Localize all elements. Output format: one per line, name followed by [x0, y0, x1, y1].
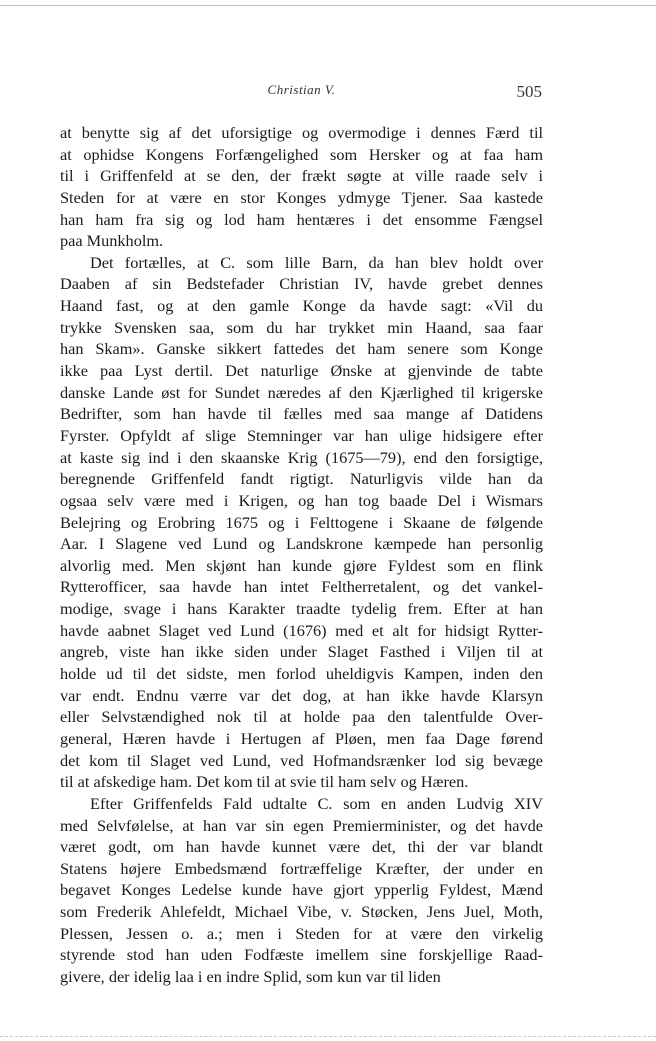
text-line: Rytterofficer, saa havde han intet Feltherretalent, og det vankel- — [60, 577, 543, 597]
paragraph — [60, 122, 543, 252]
text-line: Bedrifter, som han havde til fælles med saa mange af Datidens — [60, 404, 543, 424]
text-line: Det fortælles, at C. som lille Barn, da han blev holdt over — [90, 252, 543, 272]
text-line: Belejring og Erobring 1675 og i Felttogene i Skaane de følgende — [60, 512, 543, 532]
scan-bottom-edge — [0, 1036, 656, 1037]
text-line: modige, svage i hans Karakter traadte tydelig frem. Efter at han — [60, 599, 543, 619]
text-line: Fyrster. Opfyldt af slige Stemninger var han ulige hidsigere efter — [60, 425, 543, 445]
text-line: paa Munkholm. — [60, 231, 164, 251]
text-line: trykke Svensken saa, som du har trykket min Haand, saa faar — [60, 317, 543, 337]
text-line: at ophidse Kongens Forfængelighed som Hersker og at faa ham — [60, 144, 543, 164]
text-line: beregnende Griffenfeld fandt rigtigt. Naturligvis vilde han da — [60, 469, 543, 489]
text-line: Efter Griffenfelds Fald udtalte C. som en anden Ludvig XIV — [90, 793, 543, 813]
text-line: holde ud til det sidste, men forlod uheldigvis Kampen, inden den — [60, 664, 543, 684]
text-line: Plessen, Jessen o. a.; men i Steden for at være den virkelig — [60, 923, 543, 943]
text-line: Aar. I Slagene ved Lund og Landskrone kæmpede han personlig — [60, 534, 543, 554]
page-number: 505 — [516, 82, 542, 101]
running-title: Christian V. — [267, 82, 336, 97]
text-line: var endt. Endnu værre var det dog, at han ikke havde Klarsyn — [60, 685, 543, 705]
text-line: givere, der idelig laa i en indre Splid, som kun var til liden — [60, 966, 441, 986]
text-line: styrende stod han uden Fodfæste imellem sine forskjellige Raad- — [60, 945, 543, 965]
text-line: han Skam». Ganske sikkert fattedes det ham senere som Konge — [60, 339, 543, 359]
book-page — [60, 82, 543, 988]
text-line: havde aabnet Slaget ved Lund (1676) med et alt for hidsigt Rytter- — [60, 620, 543, 640]
text-line: det kom til Slaget ved Lund, ved Hofmandsrænker lod sig bevæge — [60, 750, 543, 770]
scan-top-edge — [0, 5, 656, 6]
text-line: danske Lande øst for Sundet næredes af den Kjærlighed til krigerske — [60, 382, 543, 402]
text-line: Statens højere Embedsmænd fortræffelige Kræfter, der under en — [60, 858, 543, 878]
text-line: til at afskedige ham. Det kom til at svie til ham selv og Hæren. — [60, 772, 469, 792]
text-line: angreb, viste han ikke siden under Slaget Fasthed i Viljen til at — [60, 642, 543, 662]
text-line: ogsaa selv være med i Krigen, og han tog baade Del i Wismars — [60, 490, 543, 510]
text-line: han ham fra sig og lod ham hentæres i det ensomme Fængsel — [60, 209, 543, 229]
text-line: som Frederik Ahlefeldt, Michael Vibe, v. Støcken, Jens Juel, Moth, — [60, 902, 543, 922]
text-line: ikke paa Lyst dertil. Det naturlige Ønske at gjenvinde de tabte — [60, 361, 543, 381]
text-line: at kaste sig ind i den skaanske Krig (1675—79), end den forsigtige, — [60, 447, 543, 467]
text-line: til i Griffenfeld at se den, der frækt søgte at ville raade selv i — [60, 166, 543, 186]
text-line: Daaben af sin Bedstefader Christian IV, havde grebet dennes — [60, 274, 543, 294]
text-line: eller Selvstændighed nok til at holde paa den talentfulde Over- — [60, 707, 543, 727]
text-line: at benytte sig af det uforsigtige og overmodige i dennes Færd til — [60, 123, 543, 142]
text-line: Steden for at være en stor Konges ydmyge Tjener. Saa kastede — [60, 187, 543, 207]
paragraph — [60, 252, 543, 793]
text-line: med Selvfølelse, at han var sin egen Premierminister, og det havde — [60, 815, 543, 835]
text-line: været godt, om han havde kunnet være det, thi der var blandt — [60, 837, 543, 857]
text-line: begavet Konges Ledelse kunde have gjort ypperlig Fyldest, Mænd — [60, 880, 543, 900]
text-line: alvorlig med. Men skjønt han kunde gjøre Fyldest som en flink — [60, 555, 543, 575]
paragraph — [60, 793, 543, 988]
body-text — [60, 122, 543, 988]
text-line: Haand fast, og at den gamle Konge da havde sagt: «Vil du — [60, 296, 543, 316]
running-header — [60, 82, 543, 106]
text-line: general, Hæren havde i Hertugen af Pløen, men faa Dage førend — [60, 728, 543, 748]
